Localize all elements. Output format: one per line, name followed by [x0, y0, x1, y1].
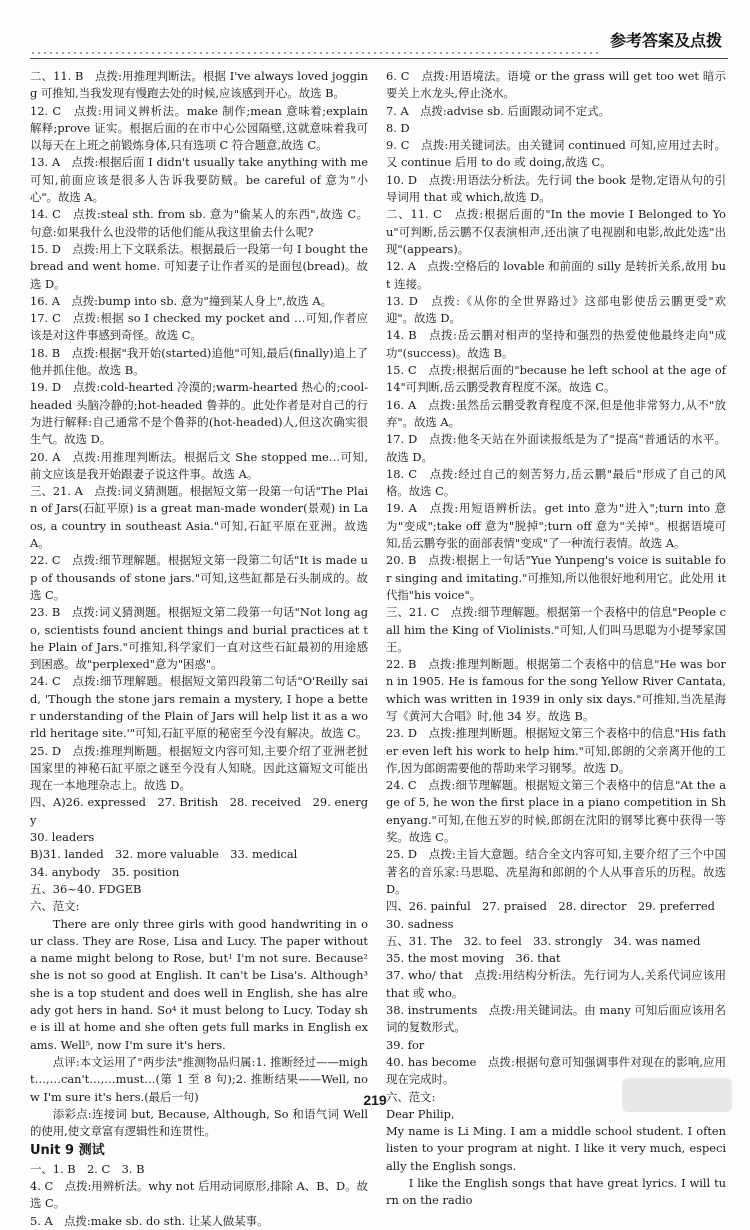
answer-item: 6. C 点拨:用语境法。语境 or the grass will get too wet 暗示要关上水龙头,停止浇水。	[386, 69, 726, 101]
header-dotted-rule	[30, 50, 598, 56]
answer-item: 37. who/ that 点拨:用结构分析法。先行词为人,关系代词应该用 that 或 who。	[386, 968, 726, 1000]
answer-item: 15. D 点拨:用上下文联系法。根据最后一段第一句 I bought the bread and went home. 可知妻子让作者买的是面包(bread)。故选 D。	[30, 241, 368, 291]
answer-item: 二、11. B 点拨:用推理判断法。根据 I've always loved jogging 可推知,当我发现有慢跑去处的时候,应该感到开心。故选 B。	[30, 69, 368, 101]
answer-item: 13. D 点拨:《从你的全世界路过》这部电影使岳云鹏更受"欢迎"。故选 D。	[386, 293, 726, 326]
section-heading: 六、范文:	[30, 899, 80, 914]
answer-item: 五、36~40. FDGEB	[30, 881, 142, 896]
answer-item: 14. C 点拨:steal sth. from sb. 意为"偷某人的东西",故选 C。句意:如果我什么也没带的话他们能从我这里偷去什么呢?	[30, 207, 368, 239]
answer-item: 40. has become 点拨:根据句意可知强调事件对现在的影响,应用现在完成时。	[386, 1054, 726, 1087]
watermark-logo	[622, 1078, 732, 1112]
letter-salutation: My name is Li Ming. I am a middle school student. I often listen to your program at night. I like it very much, especially the English songs.	[386, 1124, 726, 1173]
answer-item: 17. C 点拨:根据 so I checked my pocket and …可知,作者应该是对这件事感到奇怪。故选 C。	[30, 311, 368, 343]
answer-item: 23. B 点拨:词义猜测题。根据短文第二段第一句话"Not long ago, scientists found ancient things and burial practices at the Plain of Jars."可推知,科学家们一直对这些石缸最初的用途感到困惑。故"perplexed"意为"困惑"。	[30, 605, 368, 672]
header-title: 参考答案及点拨	[609, 31, 722, 50]
answer-item: 18. B 点拨:根据"我开始(started)追他"可知,最后(finally)追上了他并抓住他。故选 B。	[30, 345, 368, 378]
model-essay: There are only three girls with good handwriting in our class. They are Rose, Lisa and Lucy. The paper without a name might belong to Rose, but¹ I'm not sure. Because² she is not so good at English. It can't be Lisa's. Although³ she is a top student and does well in English, she has already got hers in hand. So⁴ it must belong to Lucy. Today she is ill at home and she often gets full marks in English exams. Well⁵, now I'm sure it's hers.	[30, 916, 368, 1052]
page-header	[30, 10, 728, 59]
answer-item: 一、1. B 2. C 3. B	[30, 1161, 145, 1176]
answer-item: 四、26. painful 27. praised 28. director 29. preferred	[386, 899, 715, 914]
unit-heading: Unit 9 测试	[30, 1143, 105, 1159]
answer-item: 五、31. The 32. to feel 33. strongly 34. was named	[386, 933, 701, 948]
answer-item: 30. sadness	[386, 916, 454, 931]
answer-item: 16. A 点拨:虽然岳云鹏受教育程度不深,但是他非常努力,从不"放弃"。故选 A。	[386, 397, 726, 429]
answer-item: 20. A 点拨:用推理判断法。根据后文 She stopped me…可知,前文应该是我开始跟妻子说这件事。故选 A。	[30, 449, 368, 481]
answer-item: 22. B 点拨:推理判断题。根据第二个表格中的信息"He was born in 1905. He is famous for the song Yellow River Cantata, which was written in 1939 in only six days."可推知,当冼星海写《黄河大合唱》时,他 34 岁。故选 B。	[386, 657, 726, 723]
answer-item: 7. A 点拨:advise sb. 后面跟动词不定式。	[386, 103, 610, 118]
answer-item: 39. for	[386, 1037, 425, 1052]
answer-item: 38. instruments 点拨:用关键词法。由 many 可知后面应该用名词的复数形式。	[386, 1003, 726, 1035]
answer-item: 14. B 点拨:岳云鹏对相声的坚持和强烈的热爱使他最终走向"成功"(success)。故选 B。	[386, 328, 726, 360]
answer-item: 16. A 点拨:bump into sb. 意为"撞到某人身上",故选 A。	[30, 293, 332, 308]
answer-item: 三、21. C 点拨:细节理解题。根据第一个表格中的信息"People call him the King of Violinists."可知,人们叫马思聪为小提琴家国王。	[386, 605, 726, 654]
answer-item: 22. C 点拨:细节理解题。根据短文第一段第二句话"It is made up of thousands of stone jars."可知,这些缸都是石头制成的。故选 C。	[30, 553, 368, 602]
answer-item: 23. D 点拨:推理判断题。根据短文第三个表格中的信息"His father even left his work to help him."可知,郎朗的父亲离开他的工作,因为郎朗需要他的帮助来学习钢琴。故选 D。	[386, 726, 726, 775]
answer-item: 六、范文:	[386, 1089, 436, 1104]
answer-item: B)31. landed 32. more valuable 33. medical	[30, 847, 298, 862]
answer-item: 24. C 点拨:细节理解题。根据短文第三个表格中的信息"At the age of 5, he won the first place in a piano competition in Shenyang."可知,在他五岁的时候,郎朗在沈阳的钢琴比赛中获得一等奖。故选 C。	[386, 778, 726, 845]
answer-item: 9. C 点拨:用关键词法。由关键词 continued 可知,应用过去时。又 continue 后用 to do 或 doing,故选 C。	[386, 138, 726, 170]
answer-item: 二、11. C 点拨:根据后面的"In the movie I Belonged to You"可判断,岳云鹏不仅表演相声,还出演了电视剧和电影,故此处选"出现"(appears)。	[386, 207, 726, 256]
answer-item: 13. A 点拨:根据后面 I didn't usually take anything with me 可知,前面应该是很多人告诉我要防贼。be careful of 意为"小心"。故选 A。	[30, 155, 368, 205]
answer-item: 12. A 点拨:空格后的 lovable 和前面的 silly 是转折关系,故用 but 连接。	[386, 259, 726, 291]
answer-item: 15. C 点拨:根据后面的"because he left school at the age of 14"可判断,岳云鹏受教育程度不深。故选 C。	[386, 363, 726, 395]
answer-item: 19. A 点拨:用短语辨析法。get into 意为"进入";turn into 意为"变成";take off 意为"脱掉";turn off 意为"关掉"。根据语境可知,岳云鹏夸张的面部表情"变成"了一种流行表情。故选 A。	[386, 501, 726, 551]
answer-item: 17. D 点拨:他冬天站在外面读报纸是为了"提高"普通话的水平。故选 D。	[386, 432, 726, 464]
section-heading: Dear Philip,	[386, 1106, 455, 1121]
answer-item: 25. D 点拨:推理判断题。根据短文内容可知,主要介绍了亚洲老挝国家里的神秘石缸平原之谜至今没有人知晓。因此这篇短文可能出现在一本地理杂志上。故选 D。	[30, 743, 368, 793]
answer-item: 24. C 点拨:细节理解题。根据短文第四段第二句话"O'Reilly said, 'Though the stone jars remain a mystery, I hope a better understanding of the Plain of Jars will help list it as a world heritage site.'"可知,石缸平原的秘密至今没有解决。故选 C。	[30, 674, 368, 741]
answer-item: 25. D 点拨:主旨大意题。结合全文内容可知,主要介绍了三个中国著名的音乐家:马思聪、冼星海和郎朗的个人从事音乐的历程。故选 D。	[386, 847, 726, 896]
model-essay: I like the English songs that have great lyrics. I will turn on the radio	[386, 1176, 726, 1208]
answer-item: 19. D 点拨:cold-hearted 冷漠的;warm-hearted 热心的;cool-headed 头脑冷静的;hot-headed 鲁莽的。此处作者是对自己的行为进行解释:自己通常不是个鲁莽的(hot-headed)人,但这次确实很生气。故选 D。	[30, 380, 368, 447]
answer-item: 三、21. A 点拨:词义猜测题。根据短文第一段第一句话"The Plain of Jars(石缸平原) is a great man-made wonder(景观) in Laos, a country in southeast Asia."可知,石缸平原在亚洲。故选 A。	[30, 484, 368, 551]
right-column	[386, 68, 726, 1208]
answer-item: 20. B 点拨:根据上一句话"Yue Yunpeng's voice is suitable for singing and imitating."可推知,所以他很好地利用它。此处用 it 代指"his voice"。	[386, 553, 726, 602]
answer-item: 5. A 点拨:make sb. do sth. 让某人做某事。	[30, 1213, 269, 1228]
answer-item: 12. C 点拨:用词义辨析法。make 制作;mean 意味着;explain 解释;prove 证实。根据后面的在市中心公园隔壁,这就意味着我可以每天在上班之前锻炼身体,只有选项 C 符合题意,故选 C。	[30, 103, 368, 153]
answer-item: 4. C 点拨:用辨析法。why not 后用动词原形,排除 A、B、D。故选 C。	[30, 1179, 368, 1211]
page-number: 219	[363, 1092, 387, 1108]
answer-item: 30. leaders	[30, 830, 95, 845]
commentary: 点评:本文运用了"两步法"推测物品归属:1. 推断经过——might…,…can't…,…must…(第 1 至 8 句);2. 推断结果——Well, now I'm sure it's hers.(最后一句)	[30, 1054, 368, 1104]
answer-item: 8. D	[386, 120, 410, 135]
answer-item: 34. anybody 35. position	[30, 864, 180, 879]
answer-item: 10. D 点拨:用语法分析法。先行词 the book 是物,定语从句的引导词用 that 或 which,故选 D。	[386, 172, 726, 205]
left-column	[30, 68, 368, 1228]
answer-item: 四、A)26. expressed 27. British 28. received 29. energy	[30, 795, 368, 827]
highlight-note: 添彩点:连接词 but, Because, Although, So 和语气词 Well 的使用,使文章富有逻辑性和连贯性。	[30, 1106, 368, 1139]
answer-item: 35. the most moving 36. that	[386, 951, 561, 966]
answer-item: 18. C 点拨:经过自己的刻苦努力,岳云鹏"最后"形成了自己的风格。故选 C。	[386, 466, 726, 499]
